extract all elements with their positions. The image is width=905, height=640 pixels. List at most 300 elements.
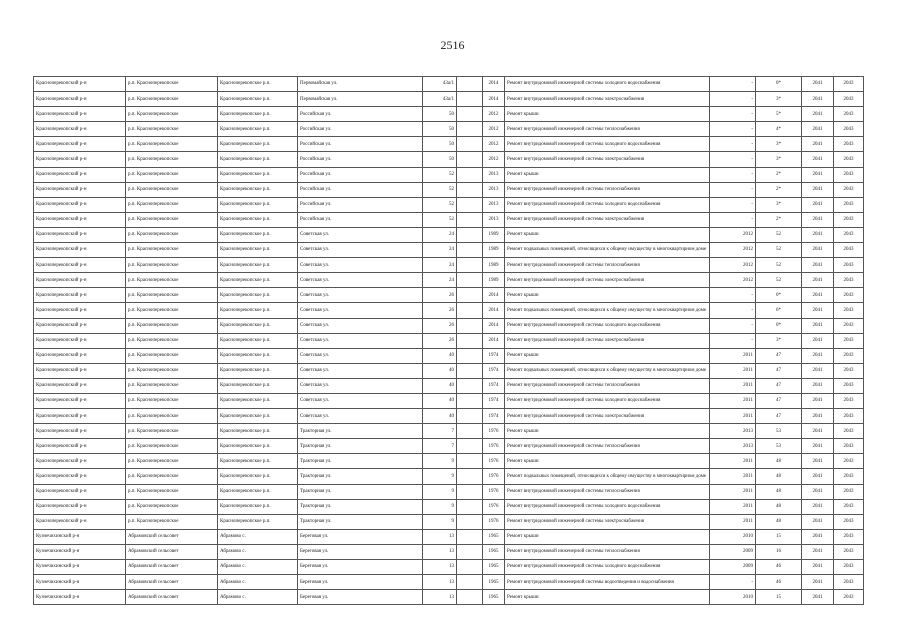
cell-house-number: 26 (423, 303, 457, 318)
cell-street: Береговая ул. (298, 544, 423, 559)
cell-municipality: р.п. Красноперекопское (126, 303, 218, 318)
cell-locality: Красноперекопское р.п. (218, 227, 298, 242)
cell-house-number: 24 (423, 243, 457, 258)
cell-last-repair-year: 2011 (710, 499, 756, 514)
cell-plan-start-year: 2041 (802, 273, 834, 288)
cell-plan-end-year: 2043 (834, 122, 864, 137)
cell-last-repair-year: 2011 (710, 409, 756, 424)
cell-street: Береговая ул. (298, 590, 423, 605)
cell-wear-percent: 16 (756, 544, 802, 559)
cell-year-built: 1965 (483, 529, 505, 544)
cell-house-extra (457, 77, 483, 92)
cell-street: Российская ул. (298, 122, 423, 137)
cell-street: Тракторная ул. (298, 469, 423, 484)
table-row (34, 499, 864, 514)
cell-work-type: Ремонт крыши (505, 454, 710, 469)
table-row (34, 393, 864, 408)
cell-year-built: 2012 (483, 152, 505, 167)
table-row (34, 348, 864, 363)
cell-wear-percent: 46 (756, 560, 802, 575)
cell-last-repair-year: 2009 (710, 544, 756, 559)
cell-district: Красноперекопский р-н (34, 363, 126, 378)
cell-house-number: 43а/1 (423, 92, 457, 107)
cell-wear-percent: 47 (756, 378, 802, 393)
cell-district: Красноперекопский р-н (34, 273, 126, 288)
cell-plan-end-year: 2043 (834, 333, 864, 348)
cell-house-extra (457, 288, 483, 303)
cell-plan-start-year: 2041 (802, 348, 834, 363)
cell-plan-end-year: 2043 (834, 258, 864, 273)
cell-district: Красноперекопский р-н (34, 212, 126, 227)
cell-street: Российская ул. (298, 197, 423, 212)
cell-wear-percent: 15 (756, 590, 802, 605)
cell-house-number: 40 (423, 363, 457, 378)
cell-municipality: р.п. Красноперекопское (126, 92, 218, 107)
cell-plan-start-year: 2041 (802, 318, 834, 333)
cell-house-number: 40 (423, 393, 457, 408)
table-row (34, 137, 864, 152)
cell-wear-percent: 3* (756, 197, 802, 212)
cell-year-built: 2012 (483, 122, 505, 137)
cell-year-built: 1976 (483, 499, 505, 514)
cell-street: Российская ул. (298, 167, 423, 182)
cell-plan-end-year: 2043 (834, 499, 864, 514)
cell-year-built: 2013 (483, 212, 505, 227)
cell-district: Красноперекопский р-н (34, 318, 126, 333)
cell-year-built: 2012 (483, 107, 505, 122)
cell-house-extra (457, 409, 483, 424)
cell-district: Красноперекопский р-н (34, 303, 126, 318)
table-row (34, 107, 864, 122)
page-number: 2516 (440, 38, 465, 52)
cell-last-repair-year: - (710, 107, 756, 122)
table-row (34, 439, 864, 454)
cell-year-built: 1976 (483, 454, 505, 469)
cell-district: Кузнечихинский р-н (34, 544, 126, 559)
cell-last-repair-year: - (710, 152, 756, 167)
cell-work-type: Ремонт внутридомовой инженерной системы электроснабжения (505, 514, 710, 529)
cell-house-extra (457, 499, 483, 514)
cell-street: Советская ул. (298, 393, 423, 408)
cell-plan-end-year: 2043 (834, 227, 864, 242)
table-row (34, 167, 864, 182)
cell-house-extra (457, 197, 483, 212)
cell-plan-end-year: 2043 (834, 363, 864, 378)
cell-year-built: 2014 (483, 303, 505, 318)
cell-municipality: р.п. Красноперекопское (126, 348, 218, 363)
cell-municipality: р.п. Красноперекопское (126, 409, 218, 424)
cell-house-extra (457, 303, 483, 318)
cell-house-number: 50 (423, 152, 457, 167)
table-row (34, 424, 864, 439)
cell-municipality: р.п. Красноперекопское (126, 333, 218, 348)
cell-locality: Красноперекопское р.п. (218, 77, 298, 92)
cell-house-number: 50 (423, 137, 457, 152)
cell-street: Первомайская ул. (298, 77, 423, 92)
cell-municipality: р.п. Красноперекопское (126, 243, 218, 258)
cell-wear-percent: 48 (756, 514, 802, 529)
cell-house-extra (457, 363, 483, 378)
cell-work-type: Ремонт внутридомовой инженерной системы электроснабжения (505, 333, 710, 348)
table-row (34, 152, 864, 167)
cell-locality: Красноперекопское р.п. (218, 348, 298, 363)
cell-plan-start-year: 2041 (802, 182, 834, 197)
cell-year-built: 1989 (483, 227, 505, 242)
cell-locality: Красноперекопское р.п. (218, 409, 298, 424)
cell-street: Тракторная ул. (298, 454, 423, 469)
cell-work-type: Ремонт внутридомовой инженерной системы электроснабжения (505, 409, 710, 424)
cell-locality: Красноперекопское р.п. (218, 152, 298, 167)
cell-wear-percent: 52 (756, 273, 802, 288)
cell-house-number: 26 (423, 333, 457, 348)
cell-district: Красноперекопский р-н (34, 378, 126, 393)
table-row (34, 243, 864, 258)
cell-locality: Красноперекопское р.п. (218, 288, 298, 303)
cell-wear-percent: 48 (756, 484, 802, 499)
cell-year-built: 1976 (483, 484, 505, 499)
cell-year-built: 1976 (483, 469, 505, 484)
cell-house-extra (457, 107, 483, 122)
cell-wear-percent: 2* (756, 167, 802, 182)
cell-locality: Красноперекопское р.п. (218, 484, 298, 499)
cell-last-repair-year: - (710, 303, 756, 318)
cell-plan-start-year: 2041 (802, 77, 834, 92)
cell-house-number: 52 (423, 212, 457, 227)
cell-wear-percent: 47 (756, 363, 802, 378)
cell-plan-start-year: 2041 (802, 499, 834, 514)
cell-municipality: р.п. Красноперекопское (126, 227, 218, 242)
cell-municipality: Абрамовский сельсовет (126, 529, 218, 544)
cell-wear-percent: 3* (756, 333, 802, 348)
cell-last-repair-year: 2010 (710, 529, 756, 544)
table-row (34, 122, 864, 137)
cell-wear-percent: 48 (756, 454, 802, 469)
cell-plan-end-year: 2043 (834, 92, 864, 107)
cell-house-extra (457, 484, 483, 499)
cell-work-type: Ремонт внутридомовой инженерной системы электроснабжения (505, 152, 710, 167)
cell-locality: Красноперекопское р.п. (218, 439, 298, 454)
cell-district: Красноперекопский р-н (34, 409, 126, 424)
cell-house-extra (457, 469, 483, 484)
cell-district: Красноперекопский р-н (34, 439, 126, 454)
cell-year-built: 1989 (483, 243, 505, 258)
cell-plan-end-year: 2043 (834, 560, 864, 575)
cell-plan-start-year: 2041 (802, 363, 834, 378)
cell-house-extra (457, 378, 483, 393)
cell-plan-end-year: 2043 (834, 575, 864, 590)
cell-plan-start-year: 2041 (802, 575, 834, 590)
cell-year-built: 1965 (483, 590, 505, 605)
cell-plan-end-year: 2043 (834, 393, 864, 408)
cell-plan-start-year: 2041 (802, 152, 834, 167)
cell-house-extra (457, 92, 483, 107)
cell-year-built: 2014 (483, 77, 505, 92)
cell-plan-end-year: 2043 (834, 107, 864, 122)
cell-locality: Красноперекопское р.п. (218, 469, 298, 484)
cell-last-repair-year: 2009 (710, 560, 756, 575)
cell-house-extra (457, 152, 483, 167)
cell-plan-end-year: 2043 (834, 439, 864, 454)
cell-plan-start-year: 2041 (802, 544, 834, 559)
cell-house-extra (457, 167, 483, 182)
cell-municipality: р.п. Красноперекопское (126, 514, 218, 529)
cell-municipality: р.п. Красноперекопское (126, 152, 218, 167)
cell-house-extra (457, 258, 483, 273)
table-row (34, 409, 864, 424)
cell-plan-end-year: 2043 (834, 454, 864, 469)
cell-locality: Красноперекопское р.п. (218, 243, 298, 258)
cell-wear-percent: 2* (756, 182, 802, 197)
cell-district: Красноперекопский р-н (34, 514, 126, 529)
cell-wear-percent: 46 (756, 575, 802, 590)
cell-house-number: 26 (423, 288, 457, 303)
cell-locality: Красноперекопское р.п. (218, 167, 298, 182)
cell-house-number: 50 (423, 122, 457, 137)
cell-district: Красноперекопский р-н (34, 77, 126, 92)
cell-locality: Красноперекопское р.п. (218, 137, 298, 152)
cell-wear-percent: 0* (756, 77, 802, 92)
cell-street: Советская ул. (298, 243, 423, 258)
table-row (34, 363, 864, 378)
cell-street: Береговая ул. (298, 529, 423, 544)
cell-district: Красноперекопский р-н (34, 167, 126, 182)
cell-house-extra (457, 122, 483, 137)
cell-plan-end-year: 2043 (834, 167, 864, 182)
table-row (34, 333, 864, 348)
cell-house-number: 43а/1 (423, 77, 457, 92)
cell-work-type: Ремонт внутридомовой инженерной системы электроснабжения (505, 273, 710, 288)
table-row (34, 590, 864, 605)
cell-wear-percent: 53 (756, 439, 802, 454)
cell-last-repair-year: 2011 (710, 484, 756, 499)
cell-district: Красноперекопский р-н (34, 152, 126, 167)
cell-street: Береговая ул. (298, 560, 423, 575)
cell-wear-percent: 47 (756, 348, 802, 363)
cell-municipality: р.п. Красноперекопское (126, 122, 218, 137)
cell-locality: Красноперекопское р.п. (218, 273, 298, 288)
cell-year-built: 1965 (483, 544, 505, 559)
cell-district: Красноперекопский р-н (34, 107, 126, 122)
cell-locality: Красноперекопское р.п. (218, 212, 298, 227)
cell-plan-end-year: 2043 (834, 77, 864, 92)
cell-work-type: Ремонт внутридомовой инженерной системы холодного водоснабжения (505, 318, 710, 333)
cell-wear-percent: 0* (756, 288, 802, 303)
cell-last-repair-year: 2013 (710, 439, 756, 454)
cell-street: Тракторная ул. (298, 484, 423, 499)
cell-work-type: Ремонт подвальных помещений, относящихся к общему имуществу в многоквартирном доме (505, 243, 710, 258)
cell-municipality: р.п. Красноперекопское (126, 363, 218, 378)
cell-house-extra (457, 212, 483, 227)
cell-work-type: Ремонт внутридомовой инженерной системы холодного водоснабжения (505, 499, 710, 514)
table-row (34, 529, 864, 544)
cell-municipality: Абрамовский сельсовет (126, 575, 218, 590)
cell-locality: Красноперекопское р.п. (218, 92, 298, 107)
cell-district: Красноперекопский р-н (34, 182, 126, 197)
cell-district: Кузнечихинский р-н (34, 529, 126, 544)
cell-house-number: 9 (423, 499, 457, 514)
cell-work-type: Ремонт внутридомовой инженерной системы теплоснабжения (505, 182, 710, 197)
table-row (34, 378, 864, 393)
cell-house-extra (457, 424, 483, 439)
table-row (34, 454, 864, 469)
cell-street: Советская ул. (298, 318, 423, 333)
cell-work-type: Ремонт внутридомовой инженерной системы теплоснабжения (505, 439, 710, 454)
cell-year-built: 1976 (483, 514, 505, 529)
cell-year-built: 1974 (483, 363, 505, 378)
table-row (34, 92, 864, 107)
cell-plan-end-year: 2043 (834, 348, 864, 363)
cell-house-extra (457, 137, 483, 152)
cell-municipality: р.п. Красноперекопское (126, 469, 218, 484)
cell-district: Красноперекопский р-н (34, 393, 126, 408)
cell-locality: Красноперекопское р.п. (218, 303, 298, 318)
cell-last-repair-year: - (710, 212, 756, 227)
cell-plan-start-year: 2041 (802, 212, 834, 227)
cell-work-type: Ремонт внутридомовой инженерной системы теплоснабжения (505, 122, 710, 137)
cell-municipality: р.п. Красноперекопское (126, 77, 218, 92)
cell-district: Красноперекопский р-н (34, 484, 126, 499)
cell-plan-end-year: 2043 (834, 137, 864, 152)
cell-locality: Красноперекопское р.п. (218, 182, 298, 197)
cell-locality: Красноперекопское р.п. (218, 454, 298, 469)
cell-last-repair-year: 2011 (710, 514, 756, 529)
cell-district: Красноперекопский р-н (34, 258, 126, 273)
cell-locality: Красноперекопское р.п. (218, 122, 298, 137)
cell-last-repair-year: 2012 (710, 227, 756, 242)
cell-work-type: Ремонт внутридомовой инженерной системы электроснабжения (505, 92, 710, 107)
cell-locality: Красноперекопское р.п. (218, 107, 298, 122)
cell-year-built: 1989 (483, 258, 505, 273)
cell-year-built: 2014 (483, 333, 505, 348)
table-row (34, 318, 864, 333)
cell-wear-percent: 52 (756, 258, 802, 273)
cell-municipality: р.п. Красноперекопское (126, 499, 218, 514)
cell-district: Красноперекопский р-н (34, 243, 126, 258)
cell-locality: Абрамово с. (218, 560, 298, 575)
cell-municipality: р.п. Красноперекопское (126, 424, 218, 439)
cell-house-number: 9 (423, 484, 457, 499)
cell-street: Тракторная ул. (298, 439, 423, 454)
cell-street: Советская ул. (298, 303, 423, 318)
cell-house-extra (457, 227, 483, 242)
cell-wear-percent: 3* (756, 152, 802, 167)
cell-street: Советская ул. (298, 333, 423, 348)
cell-plan-start-year: 2041 (802, 393, 834, 408)
cell-district: Красноперекопский р-н (34, 469, 126, 484)
cell-plan-end-year: 2043 (834, 469, 864, 484)
cell-locality: Красноперекопское р.п. (218, 318, 298, 333)
cell-work-type: Ремонт внутридомовой инженерной системы теплоснабжения (505, 544, 710, 559)
cell-street: Российская ул. (298, 107, 423, 122)
cell-wear-percent: 47 (756, 409, 802, 424)
cell-house-number: 9 (423, 469, 457, 484)
cell-plan-start-year: 2041 (802, 469, 834, 484)
cell-work-type: Ремонт подвальных помещений, относящихся к общему имуществу в многоквартирном доме (505, 363, 710, 378)
cell-municipality: р.п. Красноперекопское (126, 167, 218, 182)
cell-municipality: Абрамовский сельсовет (126, 544, 218, 559)
cell-house-number: 40 (423, 378, 457, 393)
cell-work-type: Ремонт крыши (505, 288, 710, 303)
cell-work-type: Ремонт внутридомовой инженерной системы холодного водоснабжения (505, 197, 710, 212)
table-row (34, 514, 864, 529)
cell-year-built: 2014 (483, 288, 505, 303)
cell-street: Российская ул. (298, 152, 423, 167)
cell-last-repair-year: - (710, 167, 756, 182)
cell-plan-start-year: 2041 (802, 454, 834, 469)
cell-wear-percent: 4* (756, 122, 802, 137)
cell-last-repair-year: 2012 (710, 273, 756, 288)
cell-plan-end-year: 2043 (834, 197, 864, 212)
cell-house-extra (457, 182, 483, 197)
cell-house-number: 40 (423, 348, 457, 363)
cell-municipality: р.п. Красноперекопское (126, 258, 218, 273)
cell-plan-start-year: 2041 (802, 560, 834, 575)
cell-plan-start-year: 2041 (802, 137, 834, 152)
cell-locality: Абрамово с. (218, 529, 298, 544)
cell-street: Советская ул. (298, 288, 423, 303)
cell-municipality: р.п. Красноперекопское (126, 484, 218, 499)
cell-wear-percent: 47 (756, 393, 802, 408)
cell-plan-start-year: 2041 (802, 514, 834, 529)
cell-district: Красноперекопский р-н (34, 122, 126, 137)
cell-work-type: Ремонт внутридомовой инженерной системы теплоснабжения (505, 258, 710, 273)
cell-work-type: Ремонт крыши (505, 348, 710, 363)
cell-house-extra (457, 590, 483, 605)
cell-last-repair-year: - (710, 575, 756, 590)
cell-plan-start-year: 2041 (802, 288, 834, 303)
cell-district: Красноперекопский р-н (34, 288, 126, 303)
cell-street: Советская ул. (298, 363, 423, 378)
cell-work-type: Ремонт внутридомовой инженерной системы холодного водоснабжения (505, 393, 710, 408)
cell-house-extra (457, 454, 483, 469)
cell-year-built: 1989 (483, 273, 505, 288)
cell-work-type: Ремонт крыши (505, 167, 710, 182)
cell-house-extra (457, 393, 483, 408)
cell-wear-percent: 0* (756, 318, 802, 333)
table-row (34, 469, 864, 484)
cell-locality: Красноперекопское р.п. (218, 363, 298, 378)
cell-work-type: Ремонт крыши (505, 529, 710, 544)
cell-district: Красноперекопский р-н (34, 499, 126, 514)
cell-plan-start-year: 2041 (802, 424, 834, 439)
cell-street: Советская ул. (298, 258, 423, 273)
cell-plan-end-year: 2043 (834, 303, 864, 318)
cell-plan-start-year: 2041 (802, 258, 834, 273)
cell-plan-start-year: 2041 (802, 484, 834, 499)
cell-district: Красноперекопский р-н (34, 137, 126, 152)
cell-work-type: Ремонт подвальных помещений, относящихся к общему имуществу в многоквартирном доме (505, 303, 710, 318)
cell-work-type: Ремонт внутридомовой инженерной системы водоотведения и водоснабжения (505, 575, 710, 590)
cell-work-type: Ремонт внутридомовой инженерной системы теплоснабжения (505, 484, 710, 499)
cell-district: Красноперекопский р-н (34, 92, 126, 107)
cell-house-number: 13 (423, 544, 457, 559)
cell-municipality: р.п. Красноперекопское (126, 273, 218, 288)
cell-municipality: Абрамовский сельсовет (126, 560, 218, 575)
cell-municipality: р.п. Красноперекопское (126, 137, 218, 152)
cell-locality: Абрамово с. (218, 544, 298, 559)
cell-locality: Красноперекопское р.п. (218, 499, 298, 514)
cell-plan-end-year: 2043 (834, 409, 864, 424)
cell-plan-end-year: 2043 (834, 152, 864, 167)
cell-plan-start-year: 2041 (802, 197, 834, 212)
cell-wear-percent: 52 (756, 227, 802, 242)
cell-municipality: Абрамовский сельсовет (126, 590, 218, 605)
cell-municipality: р.п. Красноперекопское (126, 393, 218, 408)
cell-year-built: 2014 (483, 92, 505, 107)
table-row (34, 575, 864, 590)
cell-last-repair-year: 2011 (710, 378, 756, 393)
cell-plan-end-year: 2043 (834, 318, 864, 333)
